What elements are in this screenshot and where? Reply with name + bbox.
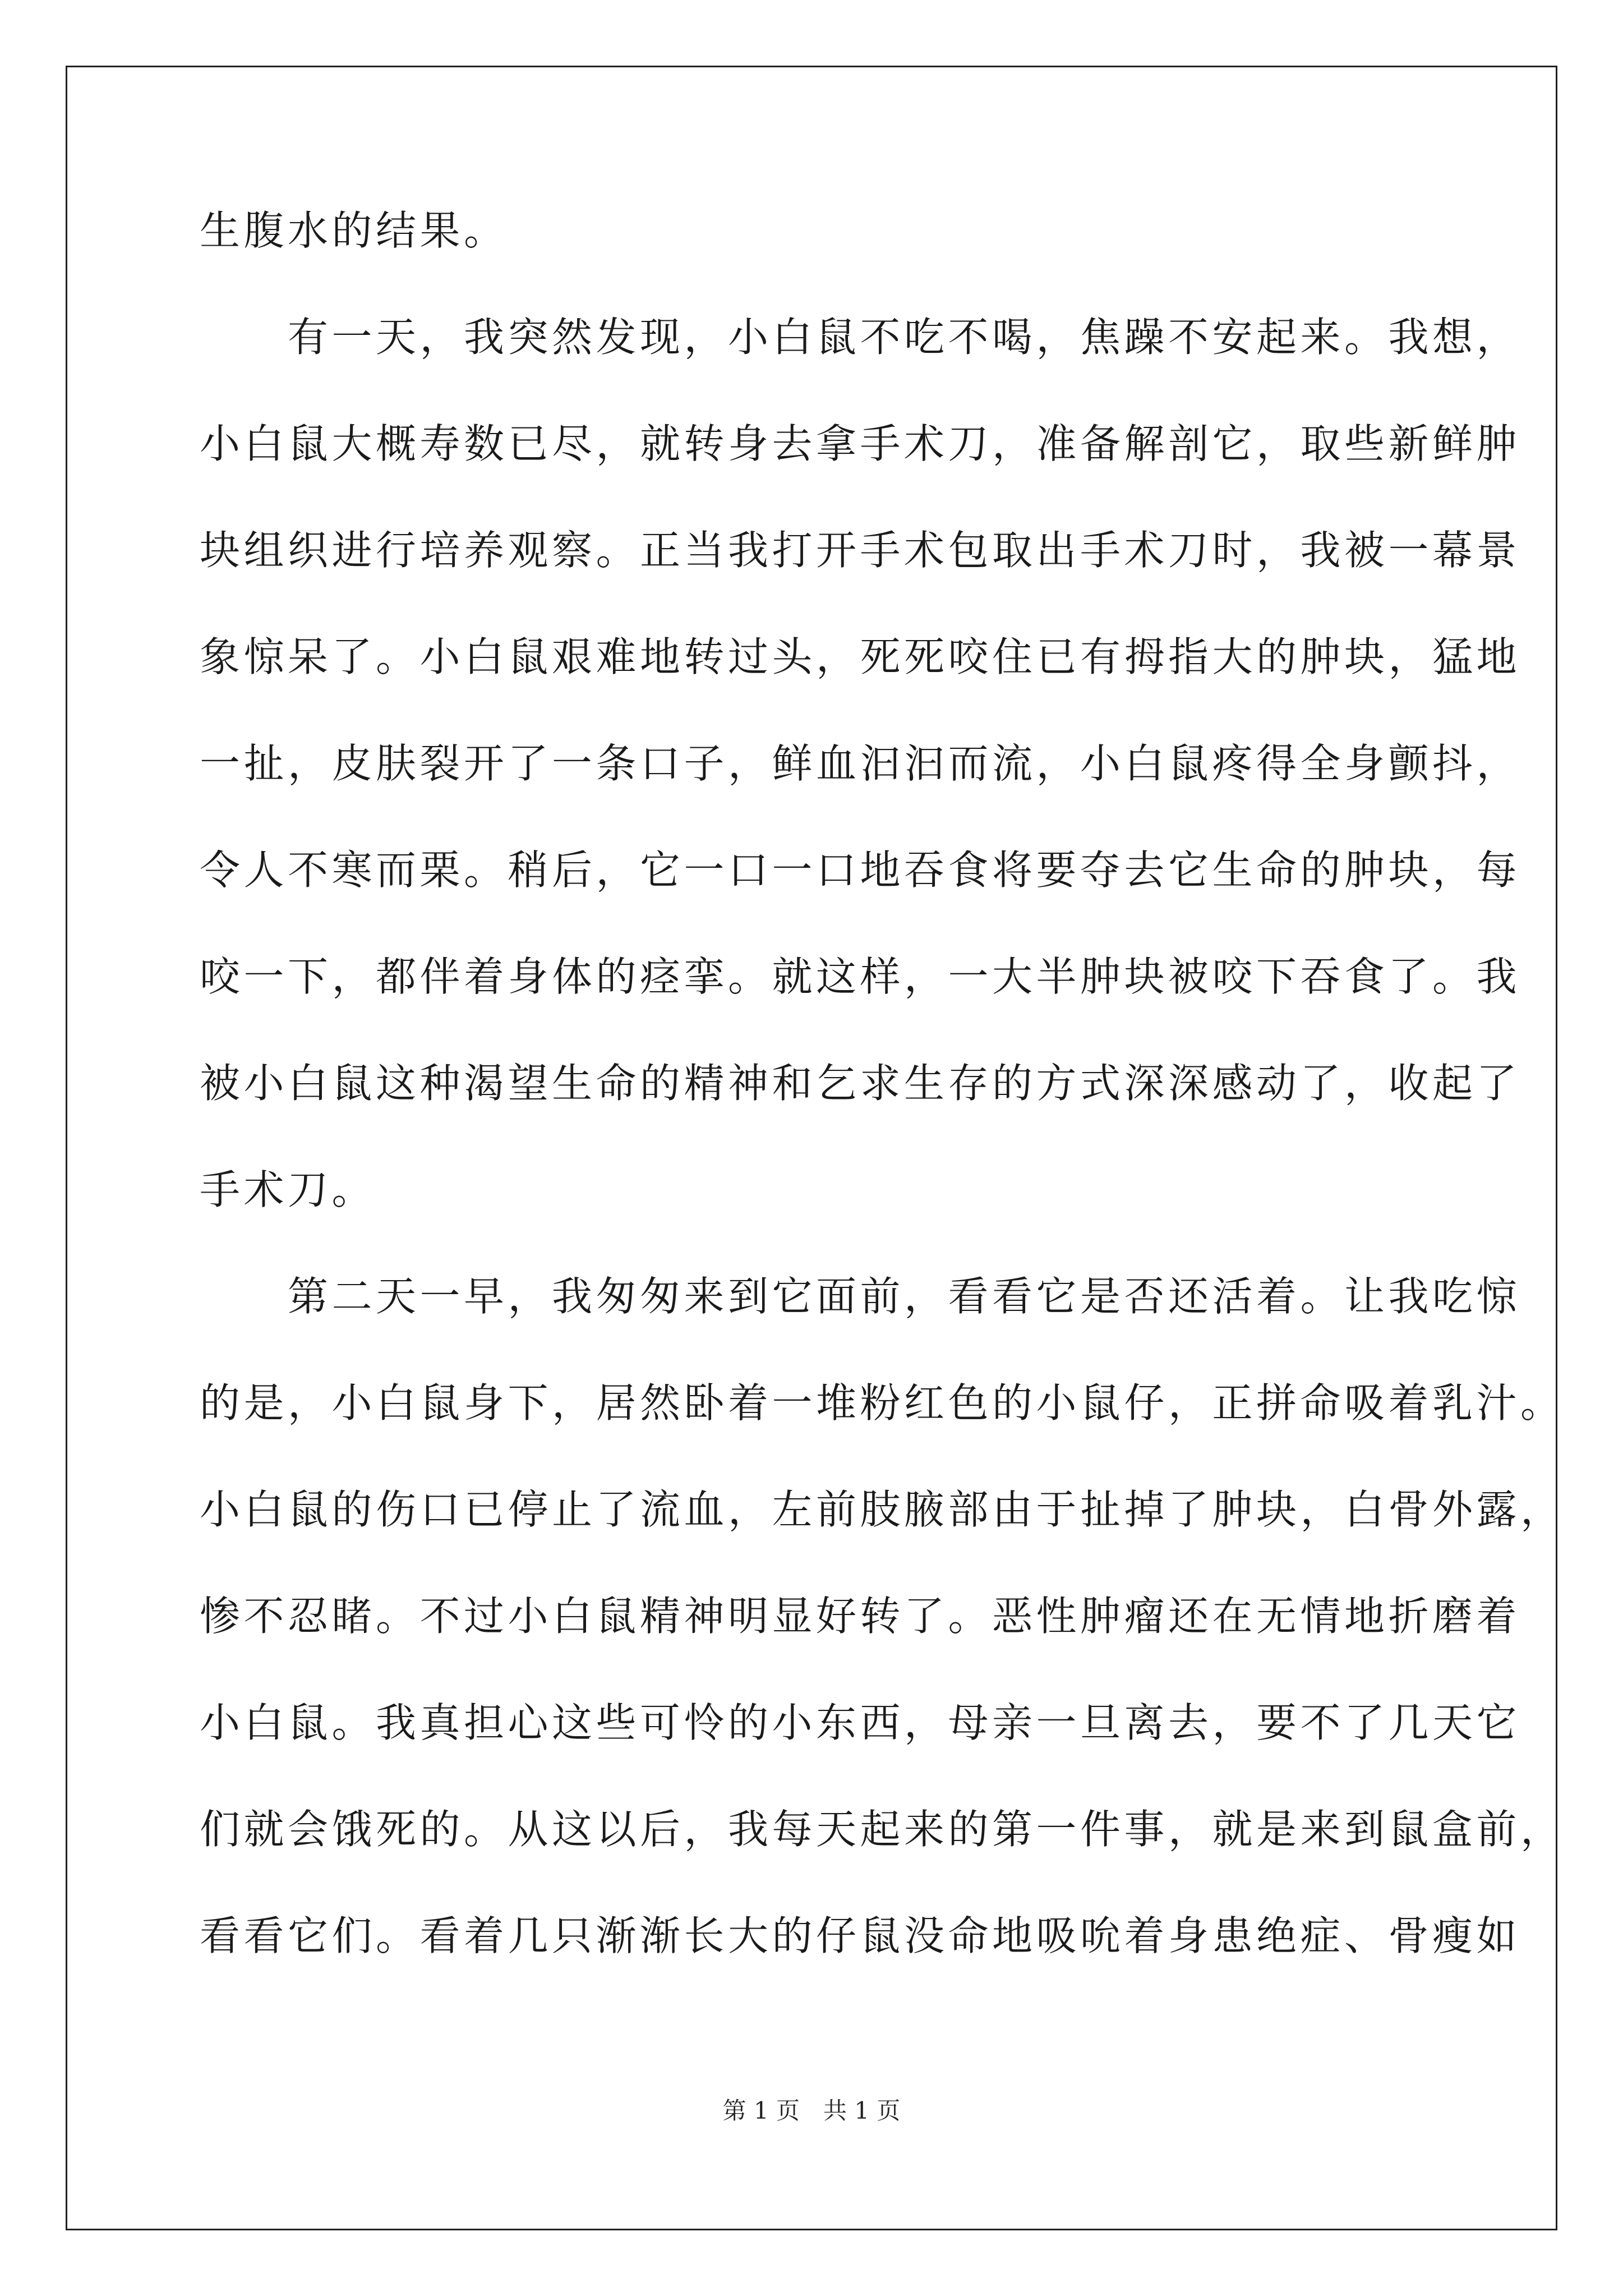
text-line: 手术刀。	[200, 1166, 376, 1213]
text-line: 们就会饿死的。从这以后，我每天起来的第一件事，就是来到鼠盒前，	[200, 1806, 1565, 1853]
text-line: 第二天一早，我匆匆来到它面前，看看它是否还活着。让我吃惊	[200, 1273, 1521, 1320]
text-line: 生腹水的结果。	[200, 207, 508, 254]
text-line: 咬一下，都伴着身体的痉挛。就这样，一大半肿块被咬下吞食了。我	[200, 953, 1521, 1000]
text-line: 有一天，我突然发现，小白鼠不吃不喝，焦躁不安起来。我想，	[200, 314, 1521, 361]
text-line: 小白鼠。我真担心这些可怜的小东西，母亲一旦离去，要不了几天它	[200, 1699, 1521, 1746]
text-line: 一扯，皮肤裂开了一条口子，鲜血汩汩而流，小白鼠疼得全身颤抖，	[200, 740, 1521, 787]
text-line: 的是，小白鼠身下，居然卧着一堆粉红色的小鼠仔，正拼命吸着乳汁。	[200, 1379, 1565, 1427]
text-line: 令人不寒而栗。稍后，它一口一口地吞食将要夺去它生命的肿块，每	[200, 846, 1521, 894]
text-line: 小白鼠的伤口已停止了流血，左前肢腋部由于扯掉了肿块，白骨外露，	[200, 1486, 1565, 1533]
text-line: 小白鼠大概寿数已尽，就转身去拿手术刀，准备解剖它，取些新鲜肿	[200, 420, 1521, 467]
text-line: 象惊呆了。小白鼠艰难地转过头，死死咬住已有拇指大的肿块，猛地	[200, 633, 1521, 680]
text-line: 看看它们。看着几只渐渐长大的仔鼠没命地吸吮着身患绝症、骨瘦如	[200, 1912, 1521, 1959]
text-line: 块组织进行培养观察。正当我打开手术包取出手术刀时，我被一幕景	[200, 527, 1521, 574]
text-line: 惨不忍睹。不过小白鼠精神明显好转了。恶性肿瘤还在无情地折磨着	[200, 1593, 1521, 1640]
page-number-footer: 第 1 页 共 1 页	[722, 2097, 901, 2124]
page-border	[66, 66, 1557, 2230]
text-line: 被小白鼠这种渴望生命的精神和乞求生存的方式深深感动了，收起了	[200, 1060, 1521, 1107]
